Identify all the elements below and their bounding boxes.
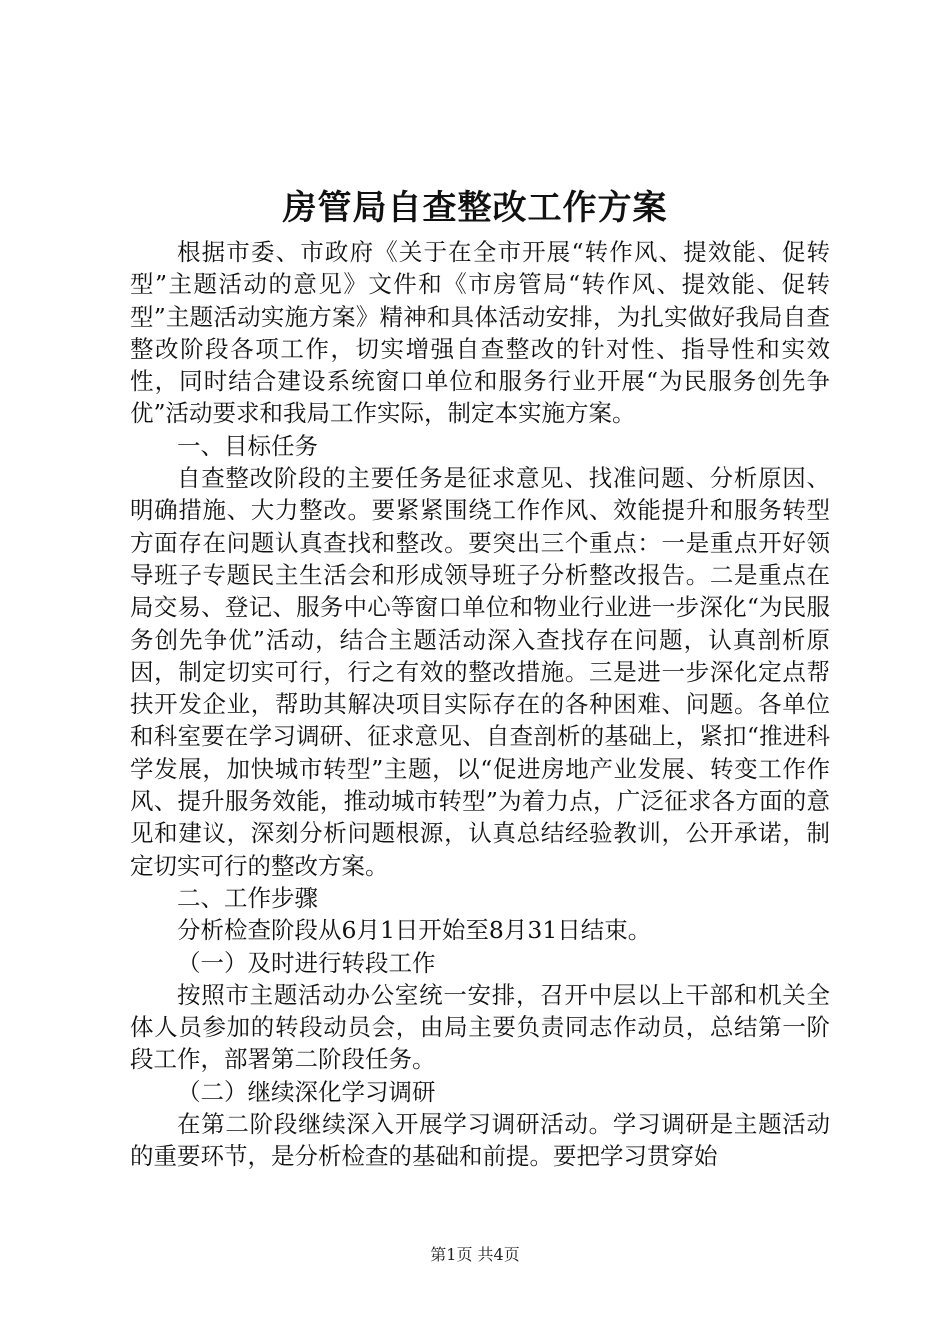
subsection-heading-2: （二）继续深化学习调研 xyxy=(177,1077,436,1106)
intro-paragraph: 根据市委、市政府《关于在全市开展“转作风、提效能、促转型”主题活动的意见》文件和《市房管局“转作风、提效能、促转型”主题活动实施方案》精神和具体活动安排，为扎实做好我局自查整改阶段各项工作，切实增强自查整改的针对性、指导性和实效性，同时结合建设系统窗口单位和服务行业开展“为民服务创先争优”活动要求和我局工作实际，制定本实施方案。 xyxy=(130,238,830,428)
subsection-paragraph-2: 在第二阶段继续深入开展学习调研活动。学习调研是主题活动的重要环节，是分析检查的基础和前提。要把学习贯穿始 xyxy=(130,1110,830,1171)
document-body xyxy=(130,236,830,1173)
section-heading-steps: 二、工作步骤 xyxy=(177,883,318,912)
document-title: 房管局自查整改工作方案 xyxy=(282,188,668,228)
steps-paragraph: 分析检查阶段从6月1日开始至8月31日结束。 xyxy=(177,916,652,945)
section-heading-goals: 一、目标任务 xyxy=(177,431,318,460)
page-number-footer: 第1页 共4页 xyxy=(430,1245,520,1264)
goals-paragraph: 自查整改阶段的主要任务是征求意见、找准问题、分析原因、明确措施、大力整改。要紧紧围绕工作作风、效能提升和服务转型方面存在问题认真查找和整改。要突出三个重点：一是重点开好领导班子专题民主生活会和形成领导班子分析整改报告。二是重点在局交易、登记、服务中心等窗口单位和物业行业进一步深化“为民服务创先争优”活动，结合主题活动深入查找存在问题，认真剖析原因，制定切实可行，行之有效的整改措施。三是进一步深化定点帮扶开发企业，帮助其解决项目实际存在的各种困难、问题。各单位和科室要在学习调研、征求意见、自查剖析的基础上，紧扣“推进科学发展，加快城市转型”主题，以“促进房地产业发展、转变工作作风、提升服务效能，推动城市转型”为着力点，广泛征求各方面的意见和建议，深刻分析问题根源，认真总结经验教训，公开承诺，制定切实可行的整改方案。 xyxy=(130,464,830,880)
subsection-heading-1: （一）及时进行转段工作 xyxy=(177,948,436,977)
subsection-paragraph-1: 按照市主题活动办公室统一安排，召开中层以上干部和机关全体人员参加的转段动员会，由局主要负责同志作动员，总结第一阶段工作，部署第二阶段任务。 xyxy=(130,980,830,1074)
